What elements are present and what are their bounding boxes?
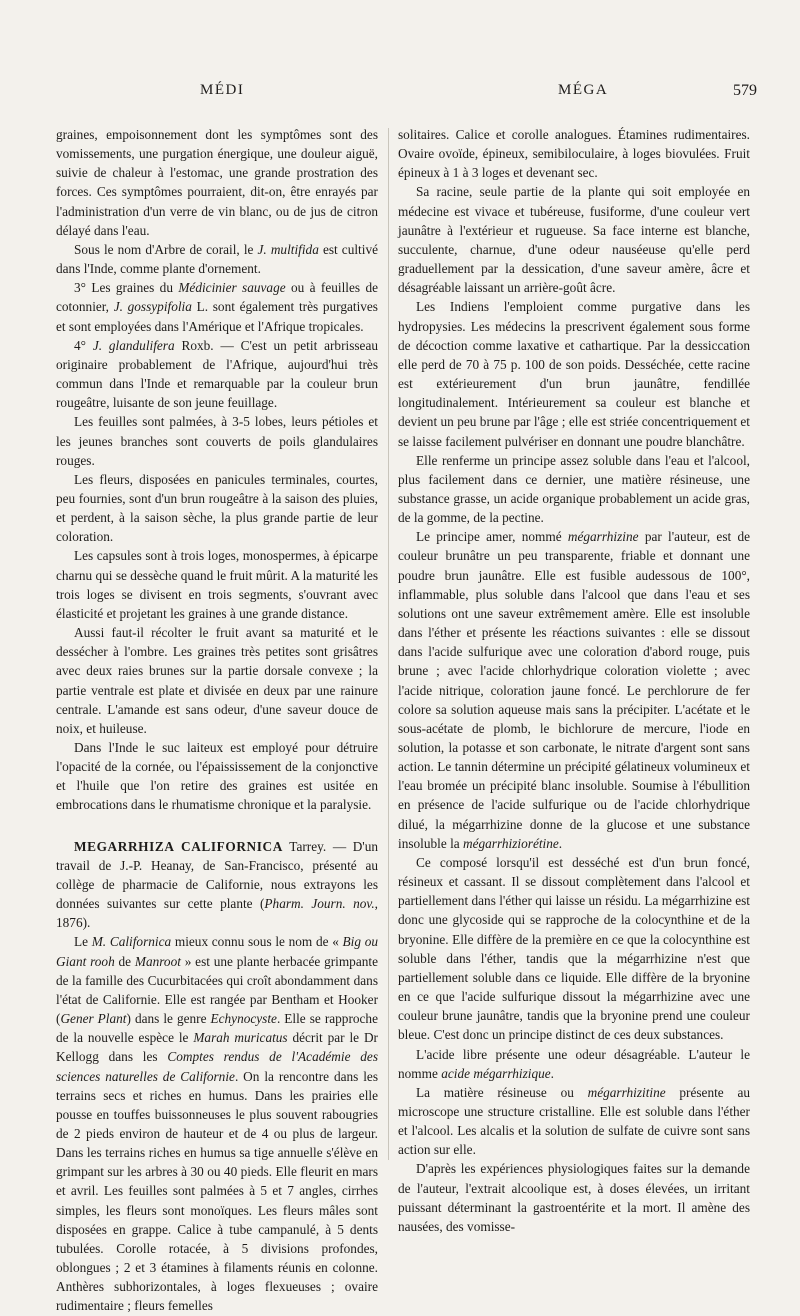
paragraph: 3° Les graines du Médicinier sauvage ou à feuilles de cotonnier, J. gossypifolia L. sont également très purgatives et sont employées dans l'Amérique et l'Afrique tropicales.: [56, 280, 378, 334]
paragraph: solitaires. Calice et corolle analogues. Étamines rudimentaires. Ovaire ovoïde, épineux, semibiloculaire, à loges biovulées. Fruit épineux à 1 à 3 loges et devenant sec.: [398, 127, 750, 181]
left-column: [56, 125, 378, 1316]
column-divider: [388, 128, 389, 1160]
paragraph: 4° J. glandulifera Roxb. — C'est un petit arbrisseau originaire probablement de l'Afrique, aujourd'hui très commun dans l'Inde et remarquable par la couleur brun rougeâtre, luisante de son jeune feuillage.: [56, 337, 379, 411]
running-head-right: MÉGA: [558, 82, 609, 98]
running-head: [0, 82, 800, 112]
running-head-left: MÉDI: [200, 82, 245, 98]
paragraph: Aussi faut-il récolter le fruit avant sa maturité et le dessécher à l'ombre. Les graines très petites sont grisâtres avec deux raies brunes sur la partie dorsale convexe ; la partie ventrale est plate et divisée en deux par une rainure centrale. L'amande est sans odeur, d'une saveur douce de noix, et huileuse.: [56, 625, 378, 736]
paragraph: D'après les expériences physiologiques faites sur la demande de l'auteur, l'extrait alcoolique est, à doses élevées, un irritant puissant déterminant la gastroentérite et la mort. Il amène des nausées, des vomisse-: [398, 1161, 750, 1234]
entry-megarrhiza: MEGARRHIZA CALIFORNICA Tarrey. — D'un travail de J.-P. Heanay, de San-Francisco, présenté au collège de pharmacie de Californie, nous extrayons les données suivantes sur cette plante (Pharm. Journ. nov., 1876).: [56, 838, 378, 931]
paragraph: Les capsules sont à trois loges, monospermes, à épicarpe charnu qui se dessèche quand le fruit mûrit. A la maturité les trois loges se divisent en trois segments, s'ouvrant avec élasticité et projetant les graines à une grande distance.: [56, 548, 378, 621]
paragraph: Ce composé lorsqu'il est desséché est d'un brun foncé, résineux et cassant. Il se dissout complètement dans l'alcool et partiellement dans l'éther qui laisse un résidu. La mégarrhizine est donc une glycoside qui se rapproche de la colocynthine et de la bryonine. Elle diffère de la première en ce que la colocynthine est soluble dans l'éther, tandis que la mégarrhizine n'est que partiellement soluble dans ce liquide. Elle diffère de la bryonine en ce que l'acide sulfurique dissout la mégarrhizine avec une couleur brune jaunâtre, tandis que la bryonine prend une couleur bleue. C'est donc un principe distinct de ces deux substances.: [398, 854, 750, 1043]
paragraph: Les feuilles sont palmées, à 3-5 lobes, leurs pétioles et les jeunes branches sont couverts de poils glandulaires rouges.: [56, 414, 378, 468]
paragraph: Le M. Californica mieux connu sous le nom de « Big ou Giant rooh de Manroot » est une plante herbacée grimpante de la famille des Cucurbitacées qui croît abondamment dans l'état de Californie. Elle est rangée par Bentham et Hooker (Gener Plant) dans le genre Echynocyste. Elle se rapproche de la nouvelle espèce le Marah muricatus décrit par le Dr Kellogg dans les Comptes rendus de l'Académie des sciences naturelles de Californie. On la rencontre dans les terrains secs et riches en humus. Dans les prairies elle pousse en touffes buissonneuses le plus souvent rabougries de 2 pieds environ de hauteur et de 4 ou plus de largeur. Dans les terrains riches en humus sa tige annuelle s'élève en grimpant sur les arbres à 30 ou 40 pieds. Elle fleurit en mars et avril. Les feuilles sont palmées à 5 et 7 angles, cirrhes simples, les fleurs sont monoïques. Les fleurs mâles sont disposées en grappe. Calice à tube campanulé, à 5 dents tubulées. Corolle rotacée, à 5 divisions profondes, oblongues ; 2 et 3 étamines à filaments réunis en colonne. Anthères subhorizontales, à loges flexueuses ; ovaire rudimentaire ; fleurs femelles: [56, 934, 379, 1314]
paragraph: Dans l'Inde le suc laiteux est employé pour détruire l'opacité de la cornée, ou l'épaississement de la conjonctive et l'huile que l'on retire des graines est usitée en embrocations dans le rhumatisme chronique et la paralysie.: [56, 740, 378, 813]
page-number: 579: [733, 82, 757, 99]
paragraph: L'acide libre présente une odeur désagréable. L'auteur le nomme acide mégarrhizique.: [398, 1046, 750, 1081]
paragraph: Le principe amer, nommé mégarrhizine par l'auteur, est de couleur brunâtre un peu transparente, friable et donnant une poudre brun jaunâtre. Elle est fusible audessous de 100°, inflammable, plus soluble dans l'alcool que dans l'eau et ses solutions ont une saveur extrêmement amère. Elle est insoluble dans l'éther et présente les réactions suivantes : elle se dissout dans l'acide sulfurique avec une coloration d'abord rouge, puis brune ; avec l'acide chlorhydrique coloration violette ; avec l'acide nitrique, coloration jaune foncé. Le perchlorure de fer colore sa solution aqueuse mais sans la précipiter. L'acétate et le sous-acétate de plomb, le bichlorure de mercure, l'iode en solution, la potasse et son carbonate, le nitrate d'argent sont sans action. Le tannin détermine un précipité gélatineux volumineux et l'eau bromée un précipité blanc insoluble. Soumise à l'ébullition en présence de l'acide sulfurique ou de l'acide chlorhydrique dilué, la mégarrhizine donne de la glucose et une substance insoluble la mégarrhiziorétine.: [398, 529, 750, 851]
paragraph: graines, empoisonnement dont les symptômes sont des vomissements, une purgation énergique, une douleur aiguë, suivie de chaleur à l'estomac, une grande prostration des forces. Ces symptômes pourraient, dit-on, être enrayés par l'administration d'un verre de vin blanc, ou de jus de citron délayé dans l'eau.: [56, 127, 378, 238]
entry-headword: MEGARRHIZA CALIFORNICA: [74, 838, 283, 854]
paragraph: Les Indiens l'emploient comme purgative dans les hydropysies. Les médecins la prescrivent également sous forme de décoction comme laxative et cathartique. Par la dessiccation elle perd de 70 à 75 p. 100 de son poids. Desséchée, cette racine est extérieurement d'un brun jaunâtre, fendillée longitudinalement. Intérieurement sa couleur est blanche et devient un peu brune par l'âge ; elle est striée concentriquement et se laisse facilement pulvériser en donnant une poudre blanchâtre.: [398, 299, 750, 449]
paragraph: La matière résineuse ou mégarrhizitine présente au microscope une structure cristalline. Elle est soluble dans l'éther et l'alcool. Les alcalis et la solution de sulfate de cuivre sont sans action sur elle.: [398, 1084, 750, 1158]
right-column: [398, 125, 750, 1236]
paragraph: Sous le nom d'Arbre de corail, le J. multifida est cultivé dans l'Inde, comme plante d'ornement.: [56, 241, 378, 277]
paragraph: Les fleurs, disposées en panicules terminales, courtes, peu fournies, sont d'un brun rougeâtre à la saison des pluies, et perdent, à la saison sèche, la plus grande partie de leur coloration.: [56, 471, 378, 545]
paragraph: Elle renferme un principe assez soluble dans l'eau et l'alcool, plus facilement dans ce dernier, une matière résineuse, une substance grasse, un acide organique probablement un acide gras, de la gomme, de la pectine.: [398, 452, 750, 526]
paragraph: Sa racine, seule partie de la plante qui soit employée en médecine est vivace et tubéreuse, fusiforme, d'une couleur vert jaunâtre à l'extérieur et rugueuse. Sa face interne est blanche, succulente, charnue, d'une odeur nauséeuse qu'elle perd graduellement par la dessication, d'une saveur amère, âcre et désagréable laissant un arrière-goût âcre.: [398, 184, 750, 296]
